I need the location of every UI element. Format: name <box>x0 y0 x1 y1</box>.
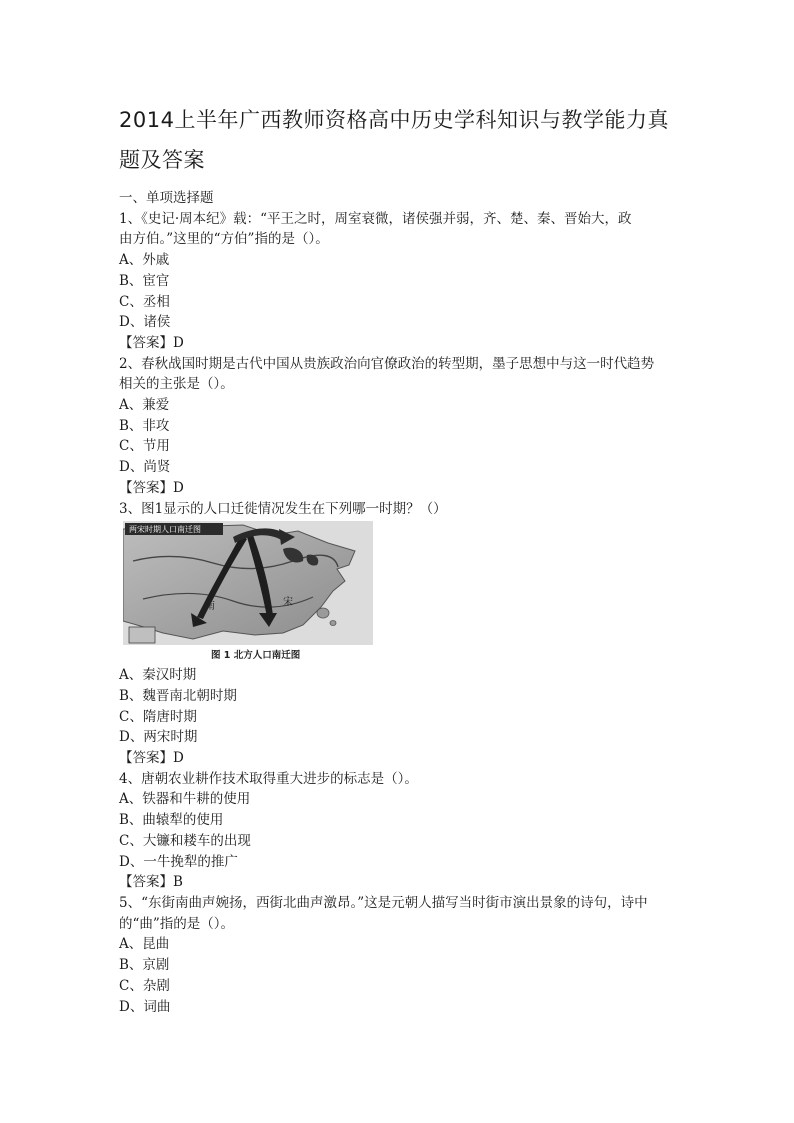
question-stem-cont: 相关的主张是（）。 <box>119 376 234 393</box>
option-c: C、隋唐时期 <box>119 708 197 725</box>
question-2 <box>119 354 679 499</box>
question-5 <box>119 893 679 1017</box>
option-a: A、昆曲 <box>119 936 170 953</box>
option-d: D、一牛挽犁的推广 <box>119 853 238 870</box>
option-d: D、词曲 <box>119 998 171 1015</box>
map-header-text: 两宋时期人口南迁图 <box>129 525 201 535</box>
option-b: B、曲辕犁的使用 <box>119 812 224 829</box>
answer: 【答案】B <box>119 874 183 891</box>
question-stem: 3、图1显示的人口迁徙情况发生在下列哪一时期？（） <box>119 500 447 517</box>
migration-map-figure <box>123 521 373 663</box>
question-4 <box>119 769 679 893</box>
map-island <box>317 608 329 618</box>
question-1 <box>119 209 679 354</box>
option-c: C、节用 <box>119 438 170 455</box>
option-a: A、铁器和牛耕的使用 <box>119 791 251 808</box>
question-stem: 4、唐朝农业耕作技术取得重大进步的标志是（）。 <box>119 770 418 787</box>
map-region-label-left: 南 <box>205 601 215 613</box>
option-d: D、尚贤 <box>119 459 171 476</box>
question-stem: 5、“东街南曲声婉扬，西街北曲声激昂。”这是元朝人描写当时街市演出景象的诗句，诗中 <box>119 894 648 911</box>
title-line-2: 题及答案 <box>119 148 205 172</box>
option-c: C、大镰和耧车的出现 <box>119 832 251 849</box>
option-c: C、丞相 <box>119 293 170 310</box>
document-title <box>119 100 679 180</box>
document-page <box>119 100 679 1017</box>
title-line-1: 2014上半年广西教师资格高中历史学科知识与教学能力真 <box>119 108 669 132</box>
option-d: D、两宋时期 <box>119 729 198 746</box>
section-heading: 一、单项选择题 <box>119 190 214 206</box>
option-a: A、兼爱 <box>119 397 170 414</box>
question-3 <box>119 499 679 769</box>
answer: 【答案】D <box>119 479 184 496</box>
question-stem: 2、春秋战国时期是古代中国从贵族政治向官僚政治的转型期，墨子思想中与这一时代趋势 <box>119 355 655 372</box>
answer: 【答案】D <box>119 750 184 767</box>
question-stem-cont: 的“曲”指的是（）。 <box>119 915 235 932</box>
option-a: A、外戚 <box>119 252 170 269</box>
option-b: B、非攻 <box>119 417 170 434</box>
answer: 【答案】D <box>119 334 184 351</box>
option-c: C、杂剧 <box>119 977 170 994</box>
option-b: B、魏晋南北朝时期 <box>119 687 237 704</box>
option-d: D、诸侯 <box>119 314 171 331</box>
option-b: B、宦官 <box>119 272 170 289</box>
question-stem-cont: 由方伯。”这里的“方伯”指的是（）。 <box>119 231 329 248</box>
option-b: B、京剧 <box>119 957 170 974</box>
migration-map-image <box>123 521 373 663</box>
figure-caption: 图 1 北方人口南迁图 <box>211 650 301 662</box>
map-legend-box <box>129 627 155 643</box>
map-region-label-right: 宋 <box>283 597 293 609</box>
question-stem: 1、《史记·周本纪》载：“平王之时，周室衰微，诸侯强并弱，齐、楚、秦、晋始大，政 <box>119 210 632 227</box>
option-a: A、秦汉时期 <box>119 667 197 684</box>
map-island-small <box>330 621 336 626</box>
